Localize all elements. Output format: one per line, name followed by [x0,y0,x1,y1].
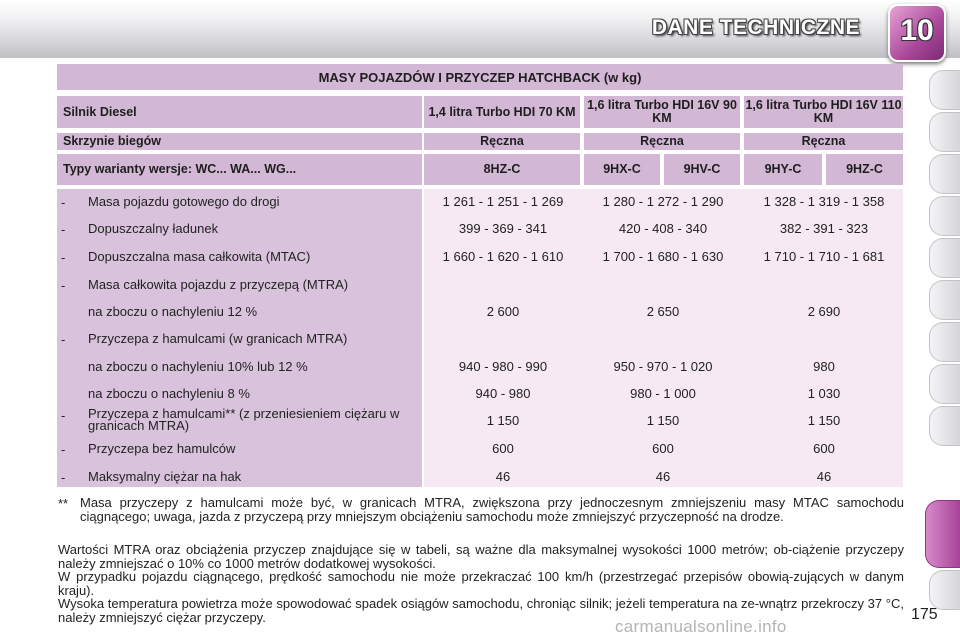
page-number: 175 [911,606,938,623]
engine-header: 1,6 litra Turbo HDI 16V 90 KM [584,96,740,128]
row-value: 1 030 [807,386,841,401]
chapter-number: 10 [900,14,934,47]
row-label: na zboczu o nachyleniu 8 % [88,386,250,401]
row-value: 2 690 [807,304,841,319]
gearbox-label: Skrzynie biegów [57,133,422,150]
chapter-tab[interactable] [929,112,960,152]
note-paragraph: W przypadku pojazdu ciągnącego, prędkość samochodu nie może przekraczać 100 km/h (przestrzegać przepisów obowią-zujących w danym kraju). [58,569,904,598]
row-value: 46 [816,469,832,484]
row-bullet: - [61,408,66,423]
chapter-tab[interactable] [929,570,960,610]
row-value: 950 - 970 - 1 020 [613,359,713,374]
variant-header: 9HV-C [664,154,740,185]
chapter-tab[interactable] [929,364,960,404]
chapter-tab[interactable] [929,154,960,194]
engine-header: 1,4 litra Turbo HDI 70 KM [424,96,580,128]
row-value: 980 - 1 000 [630,386,696,401]
row-bullet: - [61,222,66,237]
row-value: 1 150 [486,413,520,428]
row-label: Przyczepa z hamulcami (w granicach MTRA) [88,331,348,346]
variant-header: 9HX-C [584,154,660,185]
note-paragraph: Wartości MTRA oraz obciążenia przyczep znajdujące się w tabeli, są ważne dla maksymalnej wysokości 1000 metrów; ob-ciążenie przyczepy należy zmniejszać o 10% co 1000 metrów dodatkowej wysokości. [58,542,904,571]
notes [58,543,904,624]
chapter-tab[interactable] [929,70,960,110]
row-value: 1 710 - 1 710 - 1 681 [763,249,885,264]
row-value: 600 [813,441,835,456]
row-label: Przyczepa z hamulcami** (z przeniesieniem ciężaru w granicach MTRA) [88,406,400,433]
chapter-tabs [926,70,960,630]
row-value: 399 - 369 - 341 [458,221,548,236]
row-label: na zboczu o nachyleniu 12 % [88,304,258,319]
table-title: MASY POJAZDÓW I PRZYCZEP HATCHBACK (w kg) [57,64,903,90]
row-label: Dopuszczalny ładunek [88,221,219,236]
header-band [0,0,960,58]
footnote-mark: ** [58,496,69,511]
row-value: 1 261 - 1 251 - 1 269 [442,194,564,209]
row-value: 382 - 391 - 323 [779,221,869,236]
row-value: 1 700 - 1 680 - 1 630 [602,249,724,264]
variant-header: 8HZ-C [424,154,580,185]
row-value: 1 328 - 1 319 - 1 358 [763,194,885,209]
row-value: 420 - 408 - 340 [618,221,708,236]
row-value: 1 280 - 1 272 - 1 290 [602,194,724,209]
chapter-tab[interactable] [929,238,960,278]
row-bullet: - [61,470,66,485]
variant-header: 9HZ-C [826,154,903,185]
chapter-badge [888,4,946,62]
row-value: 2 650 [646,304,680,319]
row-label: na zboczu o nachyleniu 10% lub 12 % [88,359,308,374]
chapter-tab[interactable] [929,196,960,236]
chapter-tab[interactable] [929,280,960,320]
row-label: Maksymalny ciężar na hak [88,469,242,484]
note-paragraph: Wysoka temperatura powietrza może spowodować spadek osiągów samochodu, chroniąc silnik; jeżeli temperatura na ze-wnątrz przekroczy 37 °C, należy zmniejszyć ciężar przyczepy. [58,596,904,625]
gearbox-header: Ręczna [424,133,580,150]
gearbox-header: Ręczna [584,133,740,150]
row-label: Masa całkowita pojazdu z przyczepą (MTRA) [88,277,349,292]
row-value: 940 - 980 [475,386,531,401]
gearbox-header: Ręczna [744,133,903,150]
chapter-tab[interactable] [929,322,960,362]
engine-label: Silnik Diesel [57,96,422,128]
section-title: DANE TECHNICZNE [651,16,860,39]
row-bullet: - [61,278,66,293]
row-value: 1 150 [646,413,680,428]
footnote-text: Masa przyczepy z hamulcami może być, w granicach MTRA, zwiększona przy jednoczesnym zmniejszeniu masy MTAC samochodu ciągnącego; uwaga, jazda z przyczepą przy mniejszym obciążeniu samochodu może zmniejszyć przyczepność na drodze. [80,495,904,524]
row-value: 2 600 [486,304,520,319]
row-value: 600 [492,441,514,456]
chapter-tab[interactable] [929,406,960,446]
row-value: 46 [655,469,671,484]
row-value: 980 [813,359,835,374]
row-bullet: - [61,250,66,265]
row-value: 1 150 [807,413,841,428]
variants-label: Typy warianty wersje: WC... WA... WG... [57,154,422,185]
row-bullet: - [61,332,66,347]
row-value: 600 [652,441,674,456]
variant-header: 9HY-C [744,154,822,185]
row-bullet: - [61,442,66,457]
row-value: 46 [495,469,511,484]
row-label: Masa pojazdu gotowego do drogi [88,194,280,209]
row-label: Przyczepa bez hamulców [88,441,236,456]
watermark: carmanualsonline.info [615,617,787,636]
row-label: Dopuszczalna masa całkowita (MTAC) [88,249,311,264]
row-value: 940 - 980 - 990 [458,359,548,374]
chapter-tab-active[interactable] [925,500,960,568]
row-bullet: - [61,195,66,210]
row-value: 1 660 - 1 620 - 1 610 [442,249,564,264]
engine-header: 1,6 litra Turbo HDI 16V 110 KM [744,96,903,128]
